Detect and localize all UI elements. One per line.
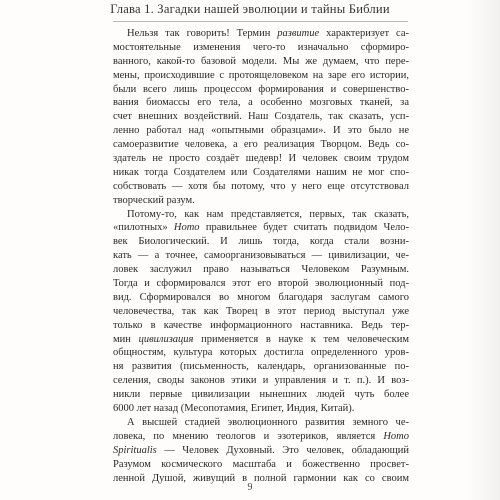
- text-line: вания биомассы его тела, а особенно мозговых тканей, за: [113, 97, 409, 109]
- text-line: век Биологический. И лишь тогда, когда стали возни-: [113, 236, 409, 248]
- text-line: ленной Душой, живущий в полной гармонии как со своим: [113, 472, 409, 484]
- paragraph-3: [113, 416, 409, 485]
- text-line: были всего лишь процессом формирования и совершенство-: [113, 83, 409, 95]
- text-line: ловек заслужил право называться Человеком Разумным.: [113, 264, 409, 276]
- page-fold-shadow: [464, 0, 500, 500]
- page-number: [0, 482, 500, 493]
- text-line: ня развития (письменность, календарь, организованные по-: [113, 361, 409, 373]
- text-line: мин цивилизация применяется в науке к тем человеческим: [113, 333, 409, 345]
- text-line: А высшей стадией эволюционного развития земного че-: [127, 416, 409, 428]
- running-title: Глава 1. Загадки нашей эволюции и тайны Библии: [110, 2, 390, 16]
- text-line: «пилотных» Homo правильнее будет считать подвидом Чело-: [113, 222, 409, 234]
- text-line: собствовать — хотя бы потому, что у него еще отсутствовал: [113, 180, 409, 192]
- text-line: селения, своды законов этики и управления и т. п.). И воз-: [113, 375, 409, 387]
- text-line: Потому-то, как нам представляется, первых, так сказать,: [127, 208, 409, 220]
- text-line: человечества, так как Творец в этот период выступал уже: [113, 305, 409, 317]
- text-line: Разумом космического масштаба и божественно просвет-: [113, 458, 409, 470]
- running-header: [0, 2, 500, 17]
- text-line: Нельзя так говорить! Термин развитие характеризует са-: [127, 28, 409, 39]
- text-line: мены, происходившие с протоящеловеком на заре его истории,: [113, 69, 409, 81]
- text-line: ванного, какой-то базовой модели. Мы же думаем, что пере-: [113, 55, 409, 67]
- text-line: счет внешних воздействий. Наш Создатель, так сказать, усп-: [113, 111, 409, 123]
- text-line: ловека, по мнению теологов и эзотериков, является Homo: [113, 430, 409, 442]
- text-line: 6000 лет назад (Месопотамия, Египет, Индия, Китай).: [113, 403, 355, 415]
- text-line: мостоятельные изменения чего-то изначально сформиро-: [113, 41, 409, 53]
- text-line: только в качестве информационного наставника. Ведь тер-: [113, 319, 409, 331]
- text-line: ленно работал над «опытными образцами». И это было не: [113, 125, 409, 137]
- paragraph-2: [113, 208, 409, 416]
- text-line: Spiritualis — Человек Духовный. Это человек, обладающий: [113, 444, 409, 456]
- text-line: вид. Сформировался во многом благодаря заслугам самого: [113, 291, 409, 303]
- text-line: никли первые цивилизации нынешних людей чуть более: [113, 389, 409, 401]
- header-rule: [113, 21, 408, 22]
- paragraph-1: [113, 27, 409, 208]
- text-line: общностям, культура которых достигла определенного уров-: [113, 347, 409, 359]
- text-line: самоеразвитие человека, а его реализация Творцом. Ведь со-: [113, 139, 409, 151]
- text-line: никак тогда Создателем или Создателями нашим не мог спо-: [113, 166, 409, 178]
- text-line: творческий разум.: [113, 194, 195, 206]
- page-body: [113, 27, 409, 485]
- page-number-value: 9: [247, 482, 253, 493]
- text-line: Тогда и сформировался этот его второй эволюционный под-: [113, 278, 409, 290]
- text-line: кать — а точнее, самоорганизовываться — цивилизации, че-: [113, 250, 409, 262]
- text-line: здатель не просто создаёт шедевр! И человек своим трудом: [113, 153, 409, 165]
